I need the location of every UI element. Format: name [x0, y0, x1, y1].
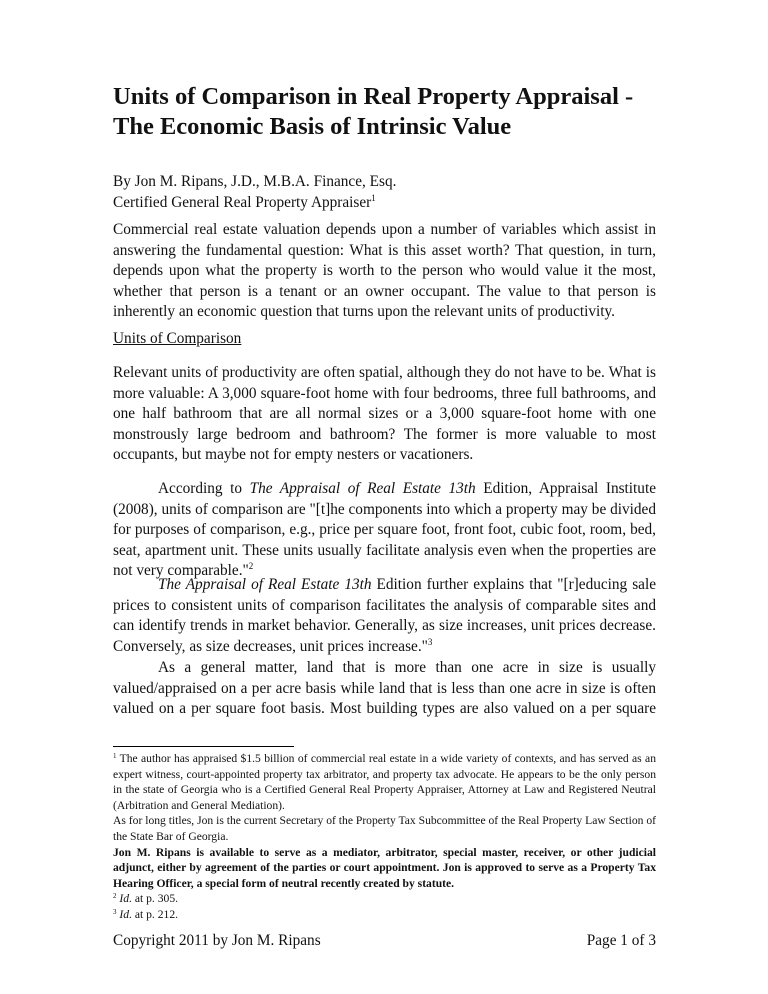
page-footer — [113, 931, 656, 951]
units-paragraph: Relevant units of productivity are often spatial, although they do not have to be. What is more valuable: A 3,000 square-foot home with four bedrooms, three full bathrooms, and one half bathroom that are all normal sizes or a 3,000 square-foot home with one monstrously large bedroom and bathroom? The former is more valuable to most occupants, but maybe not for empty nesters or vacationers. — [113, 364, 656, 463]
availability-text: Jon M. Ripans is available to serve as a mediator, arbitrator, special master, receiver, or other judicial adjunct, either by agreement of the parties or court appointment. Jon is approved to serve as a Property Tax Hearing Officer, a special form of neutral recently created by statute. — [113, 845, 656, 890]
according-lead: According to — [158, 480, 250, 497]
author-line: By Jon M. Ripans, J.D., M.B.A. Finance, Esq. — [113, 173, 397, 190]
footnote-1-text: The author has appraised $1.5 billion of commercial real estate in a wide variety of contexts, and has served as an expert witness, court-appointed property tax arbitrator, and property tax advocate. He appears to be the only person in the state of Georgia who is a Certified General Real Property Appraiser, Attorney at Law and Registered Neutral (Arbitration and General Mediation). — [113, 752, 656, 812]
copyright-text: Copyright 2011 by Jon M. Ripans — [113, 932, 321, 949]
footnote-3-id: Id. — [119, 907, 132, 921]
footnote-ref-3: 3 — [427, 636, 433, 647]
footnote-3 — [113, 907, 656, 923]
footnote-ref-2: 2 — [248, 561, 254, 571]
footnote-3-text: at p. 212. — [131, 907, 179, 921]
footnote-separator — [113, 746, 294, 747]
footnote-2-text: at p. 305. — [131, 892, 179, 906]
footnote-1-titles: As for long titles, Jon is the current Secretary of the Property Tax Subcommittee of the Real Property Law Section of the State Bar of Georgia. — [113, 814, 656, 843]
title-line-1: Units of Comparison in Real Property Appraisal - — [113, 83, 634, 110]
further-text: Edition further explains that "[r]educing sale prices to consistent units of comparison facilitates the analysis of comparable sites and can identify trends in market behavior. Generally, as size increases, unit prices decrease. Conversely, as size decreases, unit prices increase." — [113, 576, 657, 655]
byline — [113, 172, 396, 213]
page-number: Page 1 of 3 — [586, 932, 656, 949]
according-paragraph — [113, 479, 656, 582]
further-paragraph — [113, 575, 656, 657]
footnote-3-number: 3 — [113, 907, 117, 916]
footnote-2-id: Id. — [119, 892, 132, 906]
footnote-1-number: 1 — [113, 752, 117, 760]
book-title: The Appraisal of Real Estate 13th — [249, 480, 476, 497]
footnote-ref-1: 1 — [371, 192, 376, 203]
section-heading: Units of Comparison — [113, 330, 242, 347]
footnote-1 — [113, 751, 656, 813]
footnote-2 — [113, 891, 656, 907]
footnote-1-availability — [113, 845, 656, 892]
general-paragraph: As a general matter, land that is more than one acre in size is usually valued/appraised on a per acre basis while land that is less than one acre in size is often valued on a per square foot basis. Most building types are also valued on a per square — [113, 659, 656, 717]
book-title: The Appraisal of Real Estate 13th — [158, 576, 372, 593]
title-line-2: The Economic Basis of Intrinsic Value — [113, 113, 512, 140]
intro-paragraph: Commercial real estate valuation depends upon a number of variables which assist in answering the fundamental question: What is this asset worth? That question, in turn, depends upon what the property is worth to the person who would value it the most, whether that person is a tenant or an owner occupant. The value to that person is inherently an economic question that turns upon the relevant units of productivity. — [113, 221, 656, 320]
footnote-2-number: 2 — [113, 892, 117, 901]
footnotes — [113, 751, 656, 923]
document-title — [113, 82, 673, 142]
according-text: Edition, Appraisal Institute (2008), units of comparison are "[t]he components into which a property may be divided for purposes of comparison, e.g., price per square foot, front foot, cubic foot, room, bed, seat, apartment unit. These units usually facilitate analysis even when the properties are not very comparable." — [113, 480, 656, 579]
certification-line: Certified General Real Property Appraiser — [113, 193, 372, 211]
